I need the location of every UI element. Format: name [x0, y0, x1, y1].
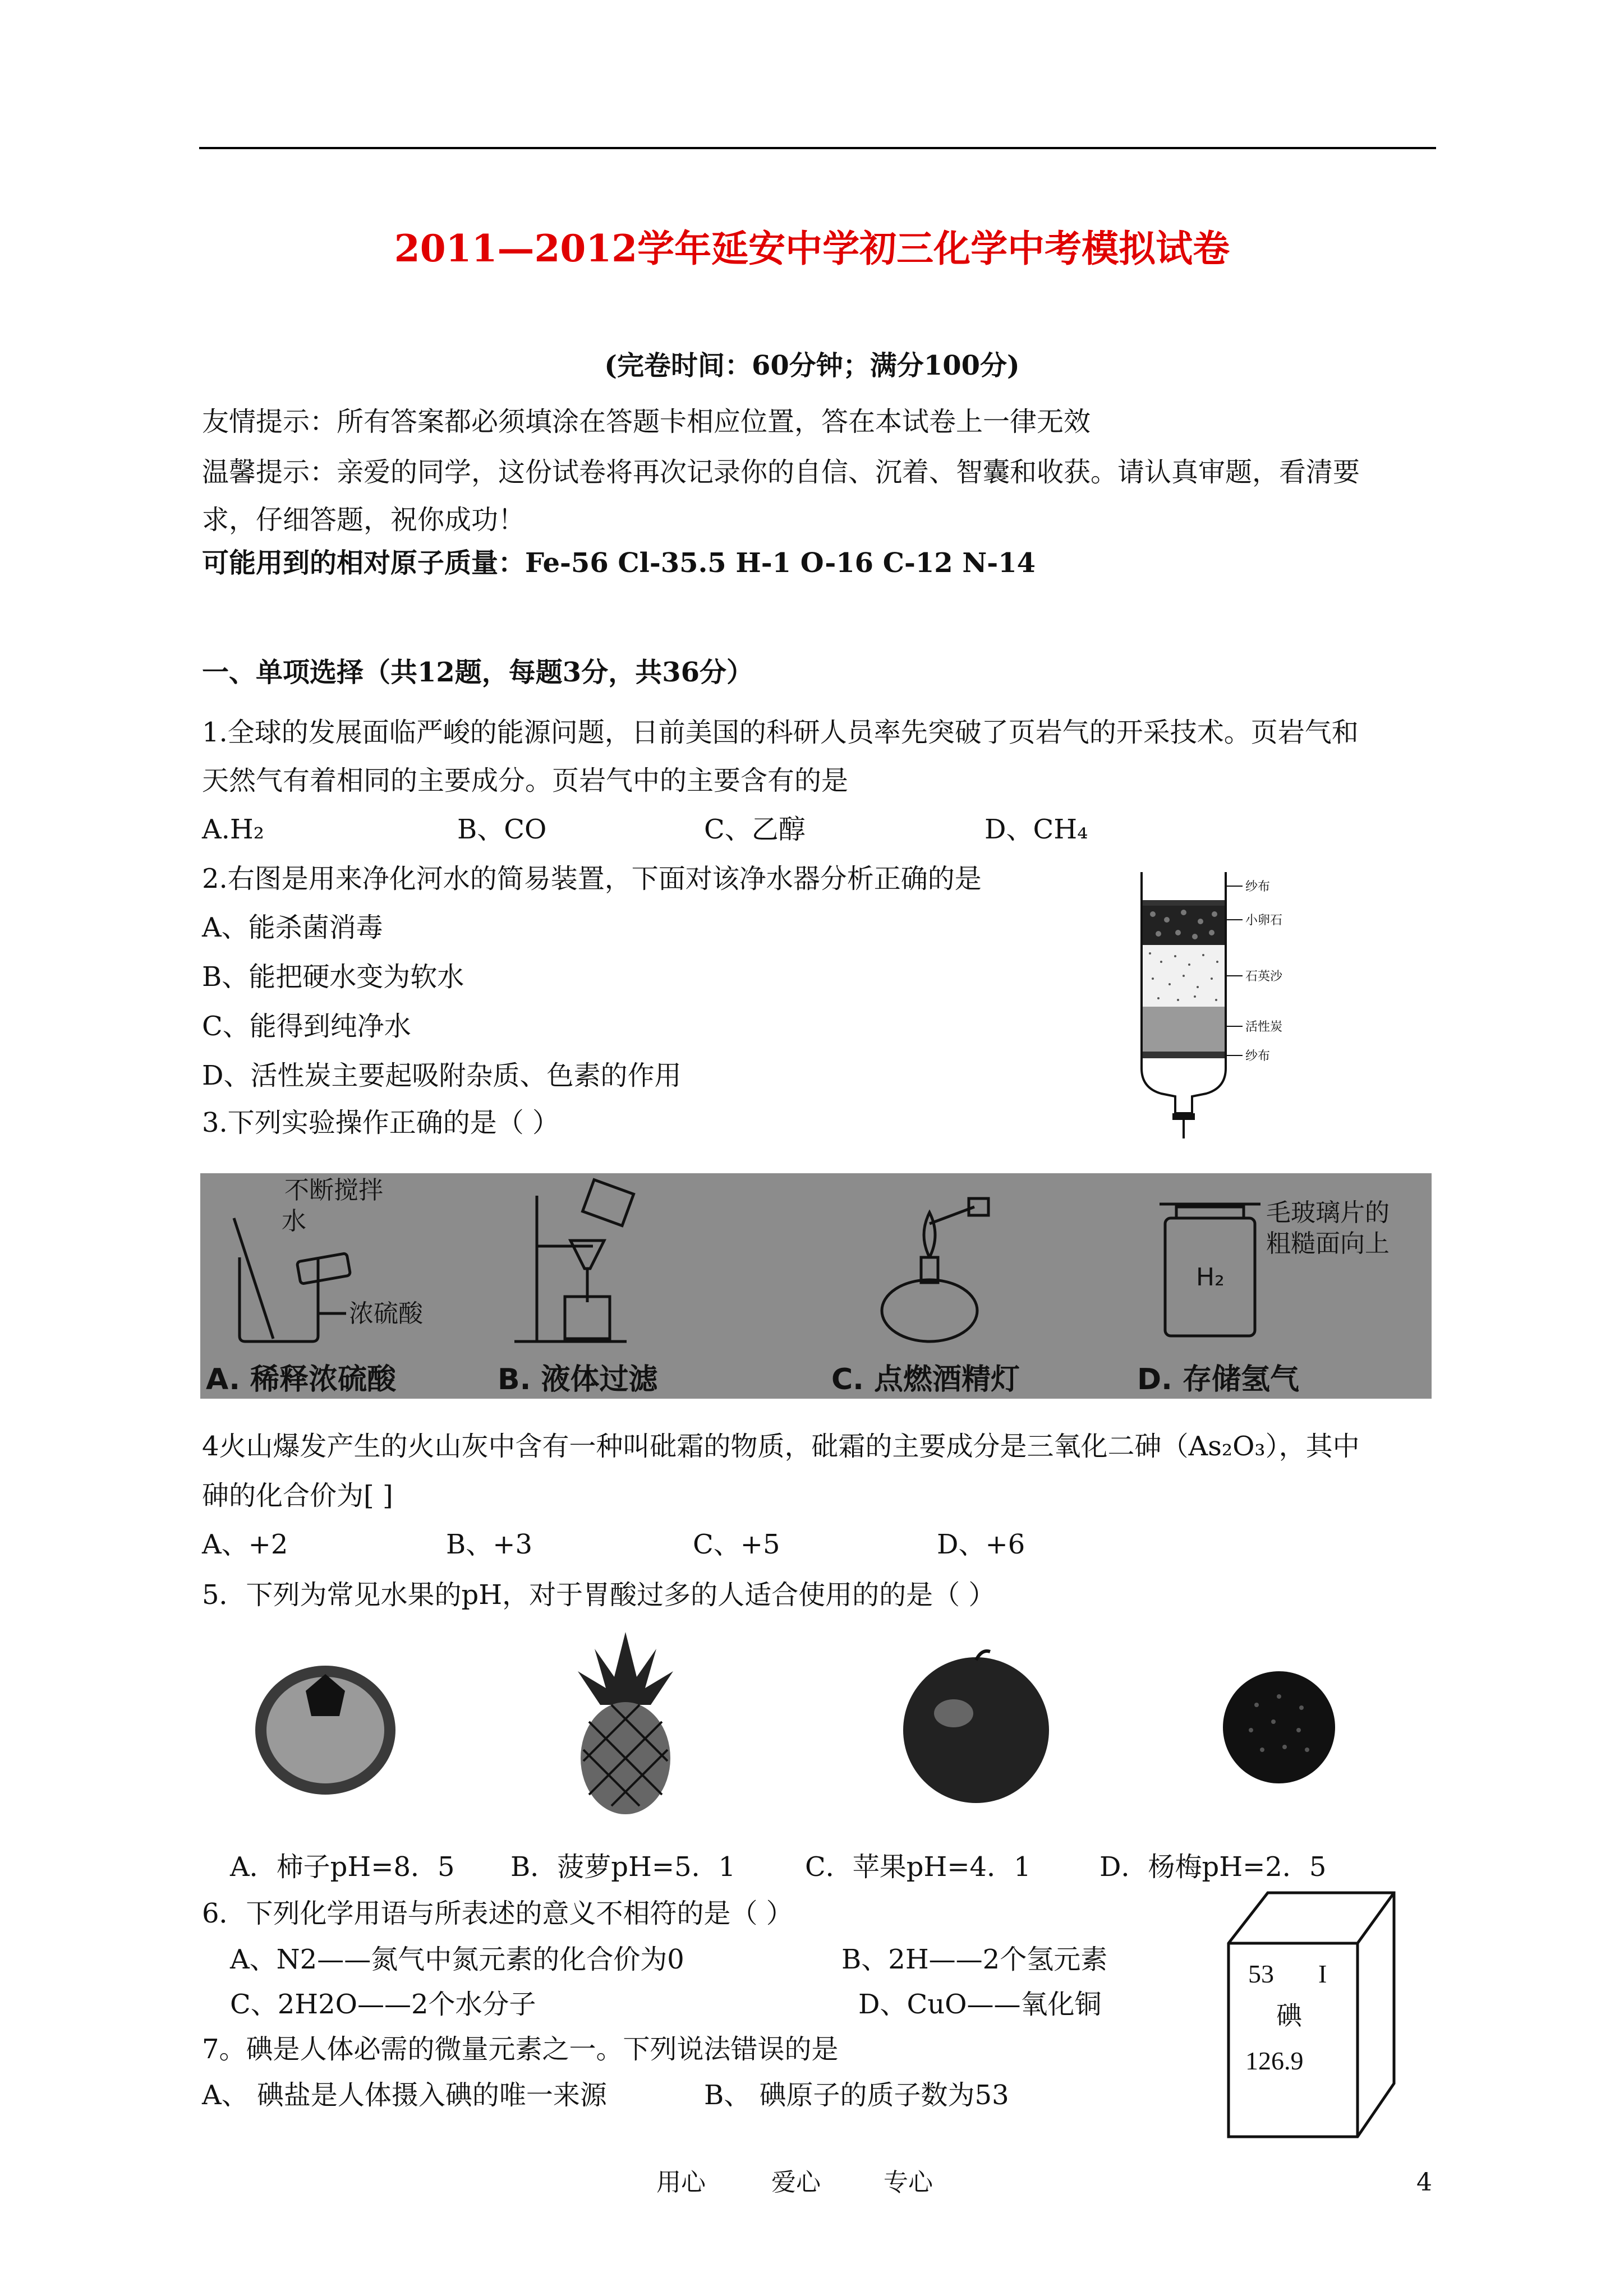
- panel-label-a: A. 稀释浓硫酸: [206, 1363, 397, 1396]
- q2-option-c: C、能得到纯净水: [202, 1011, 411, 1042]
- tip-friendly: 友情提示：所有答案都必须填涂在答题卡相应位置，答在本试卷上一律无效: [202, 406, 1091, 437]
- q5-option-a: A．柿子pH=8．5: [230, 1851, 455, 1883]
- filter-label-carbon: 活性炭: [1245, 1020, 1283, 1034]
- q4-option-b: B、+3: [446, 1529, 533, 1560]
- q6-option-b: B、2H——2个氢元素: [841, 1944, 1108, 1975]
- exam-time: (完卷时间：60分钟；满分100分): [604, 350, 1020, 381]
- anno-water: 水: [282, 1207, 306, 1235]
- q1-option-c: C、乙醇: [704, 814, 806, 845]
- anno-h2: H₂: [1196, 1263, 1225, 1292]
- iodine-number: 53: [1248, 1960, 1274, 1988]
- section-heading: 一、单项选择（共12题，每题3分，共36分）: [202, 657, 753, 688]
- pineapple-image: [561, 1626, 690, 1817]
- q5-option-b: B．菠萝pH=5．1: [510, 1851, 736, 1883]
- tip-warm-line1: 温馨提示：亲爱的同学，这份试卷将再次记录你的自信、沉着、智囊和收获。请认真审题，看清要: [202, 457, 1360, 488]
- filter-label-sand: 石英沙: [1245, 970, 1283, 984]
- q4-line2: 砷的化合价为[ ]: [202, 1480, 393, 1511]
- exam-title: 2011—2012学年延安中学初三化学中考模拟试卷: [394, 227, 1230, 270]
- footer-text-1: 用心: [656, 2168, 706, 2197]
- q4-option-d: D、+6: [937, 1529, 1025, 1560]
- lab-operations-photo: [200, 1173, 1432, 1399]
- q6-stem: 6．下列化学用语与所表述的意义不相符的是（ ）: [202, 1898, 793, 1929]
- q1-option-d: D、CH₄: [984, 814, 1088, 845]
- header-rule: [199, 147, 1436, 149]
- q1-option-b: B、CO: [457, 814, 547, 845]
- atomic-masses: 可能用到的相对原子质量：Fe-56 Cl-35.5 H-1 O-16 C-12 N-14: [202, 547, 1036, 579]
- filter-label-cloth-bottom: 纱布: [1245, 1049, 1271, 1063]
- anno-conc-acid: 浓硫酸: [349, 1299, 423, 1328]
- panel-label-d: D. 存储氢气: [1137, 1363, 1300, 1396]
- iodine-mass: 126.9: [1245, 2046, 1304, 2075]
- panel-label-c: C. 点燃酒精灯: [831, 1363, 1020, 1396]
- q2-stem: 2.右图是用来净化河水的简易装置，下面对该净水器分析正确的是: [202, 863, 982, 895]
- q4-option-c: C、+5: [693, 1529, 780, 1560]
- filter-label-pebbles: 小卵石: [1245, 914, 1283, 928]
- q7-option-b: B、 碘原子的质子数为53: [704, 2080, 1009, 2111]
- q7-stem: 7。碘是人体必需的微量元素之一。下列说法错误的是: [202, 2034, 839, 2065]
- q6-option-a: A、N2——氮气中氮元素的化合价为0: [230, 1944, 684, 1975]
- q7-option-a: A、 碘盐是人体摄入碘的唯一来源: [202, 2080, 607, 2111]
- tip-warm-line2: 求，仔细答题，祝你成功！: [202, 504, 526, 536]
- persimmon-image: [241, 1643, 410, 1806]
- bayberry-image: [1217, 1666, 1341, 1789]
- anno-stir: 不断搅拌: [284, 1176, 383, 1205]
- apple-image: [892, 1646, 1060, 1809]
- iodine-element-box: [1223, 1887, 1402, 2145]
- water-filter-figure: [1128, 866, 1313, 1141]
- q5-stem: 5．下列为常见水果的pH，对于胃酸过多的人适合使用的的是（ ）: [202, 1579, 996, 1611]
- q1-line2: 天然气有着相同的主要成分。页岩气中的主要含有的是: [202, 765, 849, 796]
- anno-frosted-2: 粗糙面向上: [1266, 1229, 1390, 1258]
- panel-label-b: B. 液体过滤: [498, 1363, 658, 1396]
- q2-option-d: D、活性炭主要起吸附杂质、色素的作用: [202, 1060, 682, 1091]
- q4-line1: 4火山爆发产生的火山灰中含有一种叫砒霜的物质，砒霜的主要成分是三氧化二砷（As₂O₃），其中: [202, 1431, 1360, 1462]
- q5-option-d: D．杨梅pH=2．5: [1099, 1851, 1327, 1883]
- page-number: 4: [1416, 2168, 1432, 2197]
- q4-option-a: A、+2: [202, 1529, 288, 1560]
- anno-frosted-1: 毛玻璃片的: [1266, 1198, 1390, 1227]
- iodine-symbol: I: [1318, 1960, 1327, 1988]
- q6-option-c: C、2H2O——2个水分子: [230, 1989, 536, 2020]
- footer-text-3: 专心: [884, 2168, 933, 2197]
- q3-stem: 3.下列实验操作正确的是（ ）: [202, 1107, 560, 1138]
- filter-label-cloth-top: 纱布: [1245, 880, 1271, 894]
- iodine-name: 碘: [1276, 2000, 1302, 2031]
- q2-option-a: A、能杀菌消毒: [202, 912, 383, 943]
- q1-option-a: A.H₂: [202, 814, 265, 845]
- footer-text-2: 爱心: [771, 2168, 821, 2197]
- q1-line1: 1.全球的发展面临严峻的能源问题，日前美国的科研人员率先突破了页岩气的开采技术。页岩气和: [202, 717, 1359, 748]
- q2-option-b: B、能把硬水变为软水: [202, 961, 464, 993]
- q5-option-c: C．苹果pH=4．1: [805, 1851, 1031, 1883]
- q6-option-d: D、CuO——氧化铜: [858, 1989, 1102, 2020]
